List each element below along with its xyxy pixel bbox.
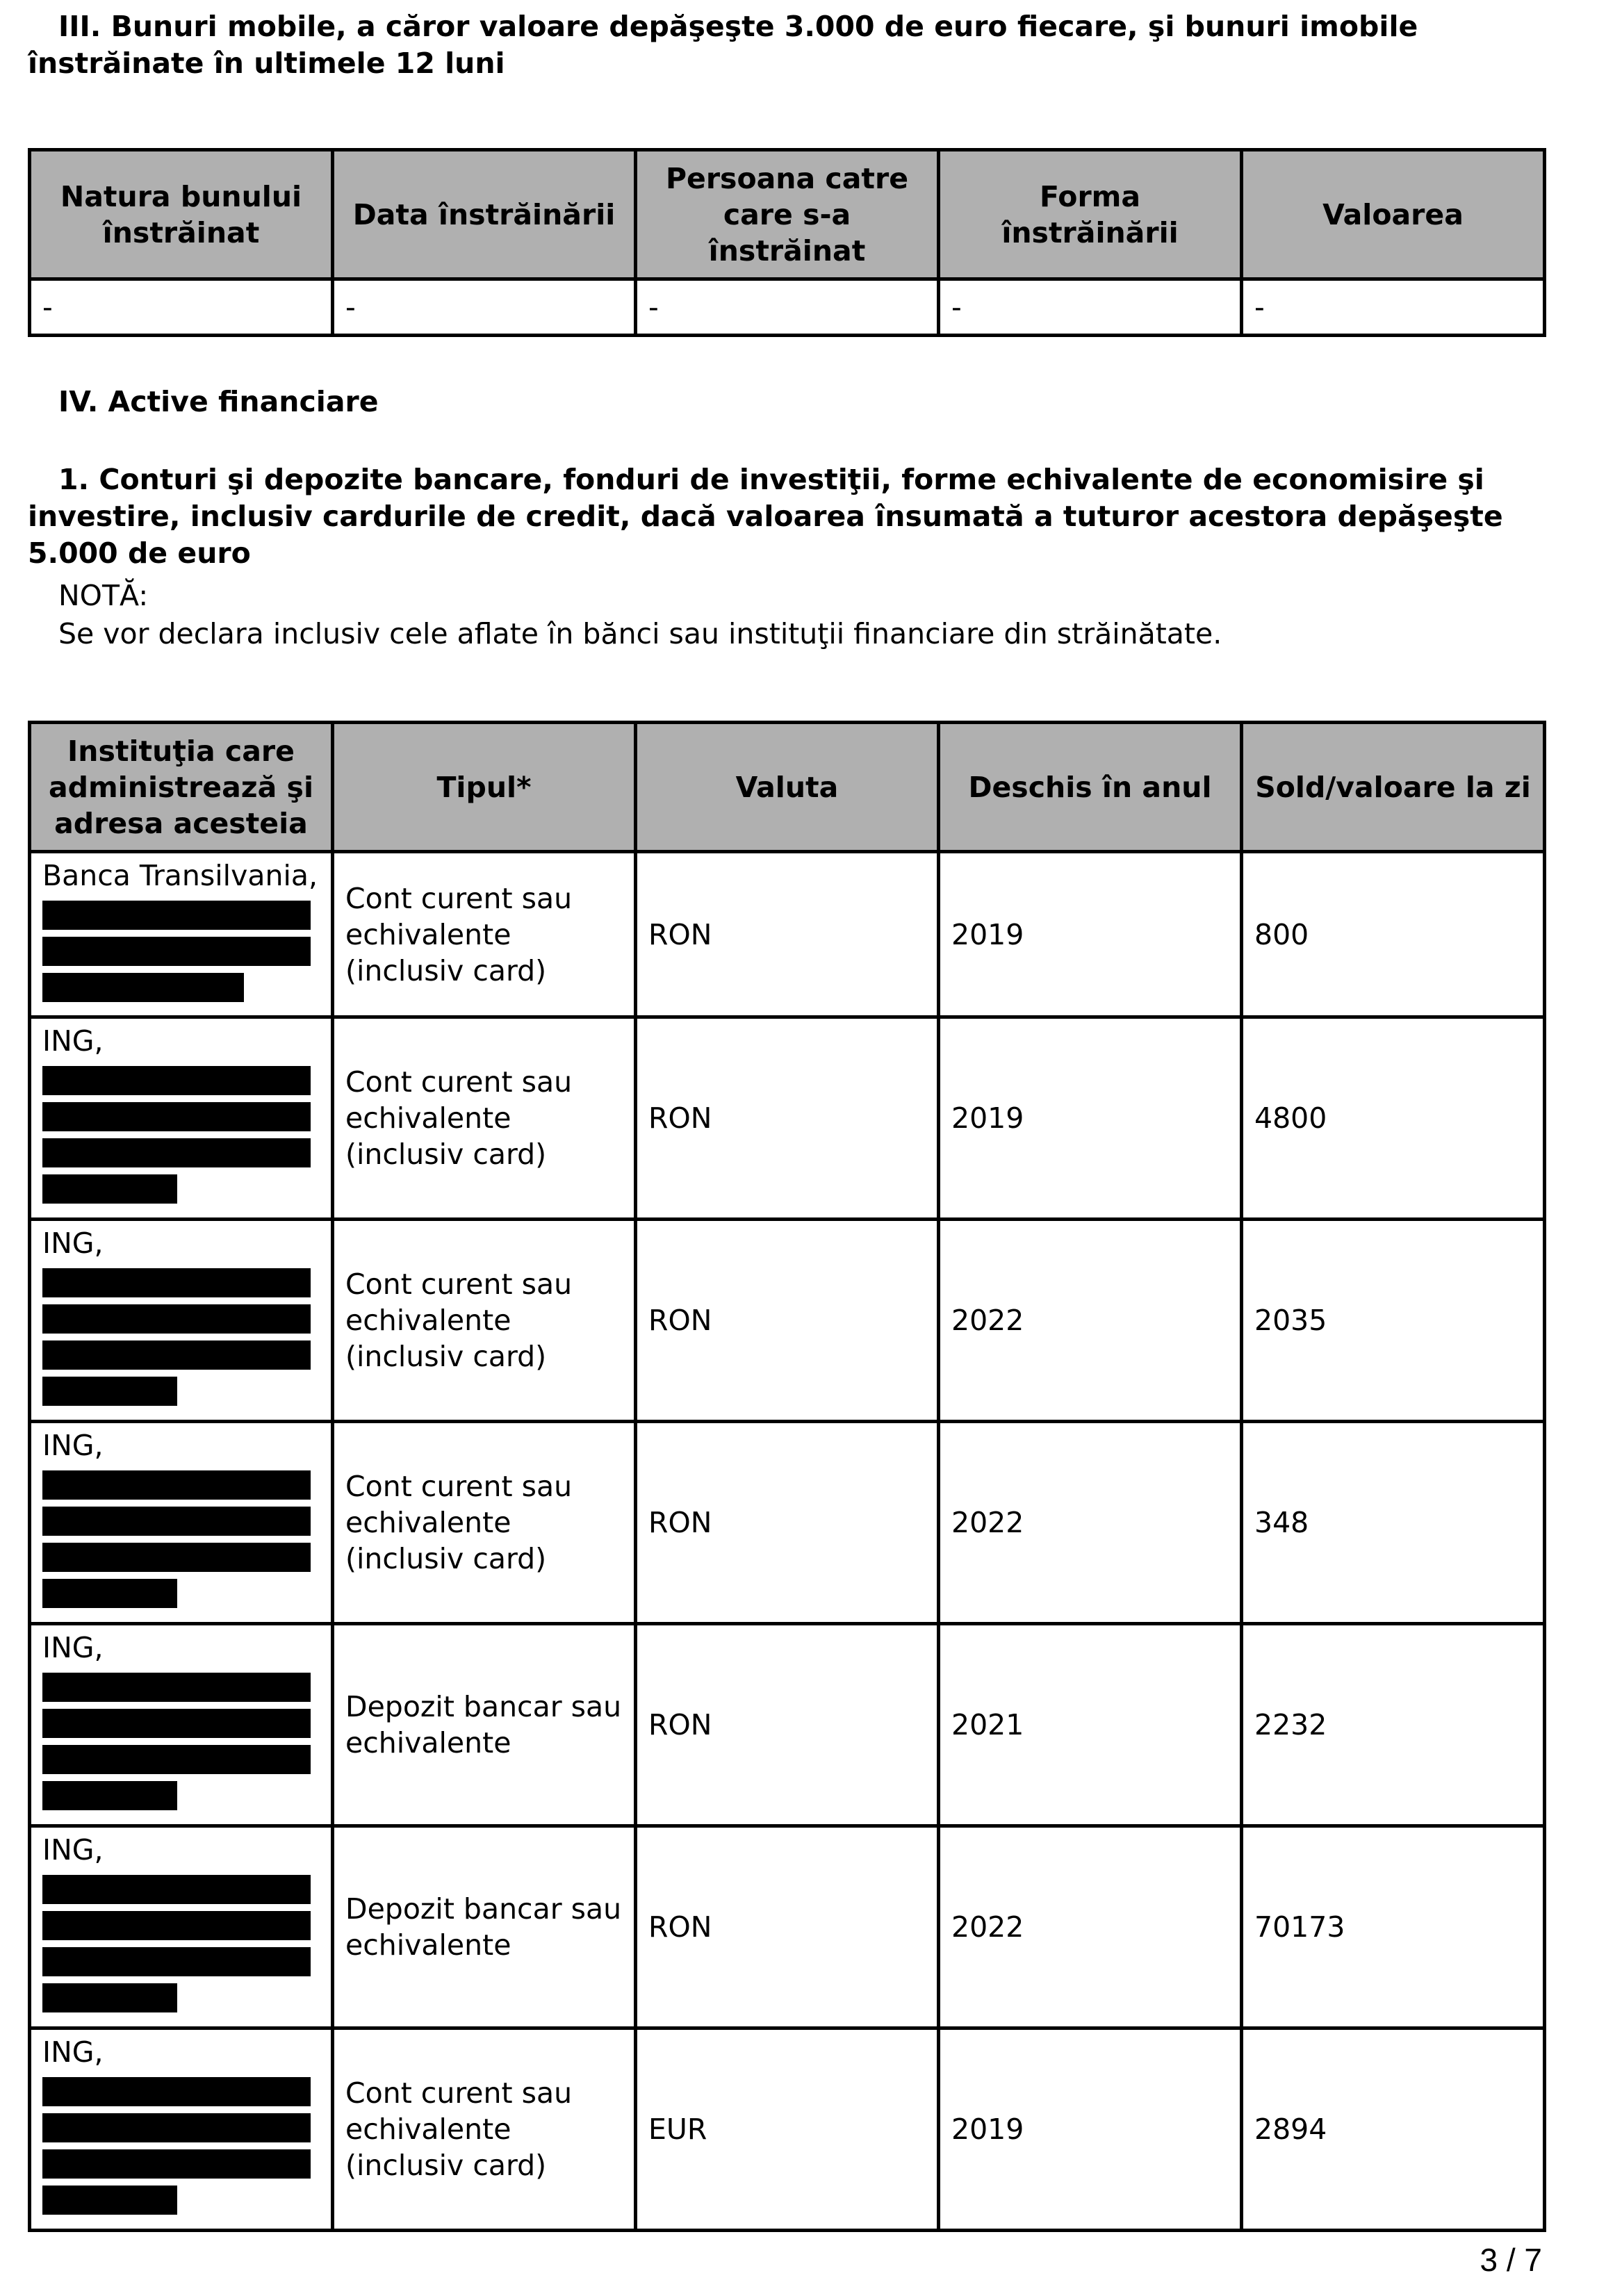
table-cell: - xyxy=(939,279,1242,336)
column-header: Tipul* xyxy=(333,723,636,852)
currency-cell: RON xyxy=(636,1624,939,1826)
currency-cell: EUR xyxy=(636,2028,939,2231)
balance-cell: 2894 xyxy=(1242,2028,1545,2231)
note-label: NOTĂ: xyxy=(58,579,149,612)
balance-cell: 70173 xyxy=(1242,1826,1545,2028)
redacted-block xyxy=(42,1138,311,1167)
bank-accounts-table xyxy=(28,721,1546,2232)
account-type-cell: Cont curent sau echivalente (inclusiv card) xyxy=(333,1220,636,1422)
institution-name: ING, xyxy=(42,2035,104,2069)
institution-name: Banca Transilvania, xyxy=(42,859,318,892)
column-header: Natura bunului înstrăinat xyxy=(30,150,333,279)
column-header: Forma înstrăinării xyxy=(939,150,1242,279)
table-header-row xyxy=(30,723,1545,852)
redacted-block xyxy=(42,1781,177,1810)
table-cell: - xyxy=(30,279,333,336)
redacted-block xyxy=(42,973,244,1002)
column-header: Valuta xyxy=(636,723,939,852)
table-row xyxy=(30,1220,1545,1422)
redacted-block xyxy=(42,1066,311,1095)
institution-cell xyxy=(30,1017,333,1220)
redacted-block xyxy=(42,1304,311,1334)
section-title-financial-assets: IV. Active financiare xyxy=(58,385,379,418)
redacted-block xyxy=(42,1875,311,1904)
account-type-cell: Cont curent sau echivalente (inclusiv card) xyxy=(333,852,636,1017)
account-type-cell: Cont curent sau echivalente (inclusiv card) xyxy=(333,1017,636,1220)
note-text: Se vor declara inclusiv cele aflate în bănci sau instituţii financiare din străinătate. xyxy=(58,617,1222,650)
redacted-block xyxy=(42,1947,311,1976)
column-header: Sold/valoare la zi xyxy=(1242,723,1545,852)
currency-cell: RON xyxy=(636,1422,939,1624)
redacted-block xyxy=(42,1745,311,1774)
redacted-block xyxy=(42,1507,311,1536)
institution-cell xyxy=(30,852,333,1017)
redacted-block xyxy=(42,1983,177,2012)
year-cell: 2022 xyxy=(939,1220,1242,1422)
redacted-block xyxy=(42,1911,311,1940)
redacted-block xyxy=(42,1543,311,1572)
section-title-movable-assets: III. Bunuri mobile, a căror valoare depăşeşte 3.000 de euro fiecare, şi bunuri imobile înstrăinate în ultimele 12 luni xyxy=(28,10,1418,80)
institution-name: ING, xyxy=(42,1429,104,1462)
redacted-block xyxy=(42,1377,177,1406)
table-row xyxy=(30,279,1545,336)
table-row xyxy=(30,1422,1545,1624)
currency-cell: RON xyxy=(636,852,939,1017)
table-row xyxy=(30,1017,1545,1220)
table-row xyxy=(30,2028,1545,2231)
institution-cell xyxy=(30,1220,333,1422)
balance-cell: 2035 xyxy=(1242,1220,1545,1422)
column-header: Persoana catre care s-a înstrăinat xyxy=(636,150,939,279)
year-cell: 2019 xyxy=(939,2028,1242,2231)
redacted-block xyxy=(42,1174,177,1204)
column-header: Valoarea xyxy=(1242,150,1545,279)
column-header: Deschis în anul xyxy=(939,723,1242,852)
redacted-block xyxy=(42,1579,177,1608)
institution-cell xyxy=(30,1422,333,1624)
balance-cell: 348 xyxy=(1242,1422,1545,1624)
alienated-assets-table xyxy=(28,148,1546,337)
table-header-row xyxy=(30,150,1545,279)
redacted-block xyxy=(42,1268,311,1297)
column-header: Instituţia care administrează şi adresa acesteia xyxy=(30,723,333,852)
balance-cell: 4800 xyxy=(1242,1017,1545,1220)
year-cell: 2022 xyxy=(939,1422,1242,1624)
redacted-block xyxy=(42,2077,311,2106)
redacted-block xyxy=(42,1340,311,1370)
institution-name: ING, xyxy=(42,1227,104,1260)
institution-name: ING, xyxy=(42,1833,104,1867)
currency-cell: RON xyxy=(636,1826,939,2028)
redacted-block xyxy=(42,1673,311,1702)
redacted-block xyxy=(42,1102,311,1131)
redacted-block xyxy=(42,937,311,966)
institution-cell xyxy=(30,2028,333,2231)
table-row xyxy=(30,1624,1545,1826)
year-cell: 2022 xyxy=(939,1826,1242,2028)
account-type-cell: Cont curent sau echivalente (inclusiv card) xyxy=(333,2028,636,2231)
table-row xyxy=(30,1826,1545,2028)
redacted-block xyxy=(42,2149,311,2179)
redacted-block xyxy=(42,2113,311,2142)
account-type-cell: Cont curent sau echivalente (inclusiv card) xyxy=(333,1422,636,1624)
redacted-block xyxy=(42,1709,311,1738)
year-cell: 2019 xyxy=(939,1017,1242,1220)
institution-cell xyxy=(30,1624,333,1826)
subsection-title-bank-accounts: 1. Conturi şi depozite bancare, fonduri de investiţii, forme echivalente de economisire şi investire, inclusiv cardurile de credit, dacă valoarea însumată a tuturor acestora depăşeşte 5.000 de euro xyxy=(28,463,1503,570)
account-type-cell: Depozit bancar sau echivalente xyxy=(333,1624,636,1826)
redacted-block xyxy=(42,901,311,930)
redacted-block xyxy=(42,1470,311,1500)
table-cell: - xyxy=(1242,279,1545,336)
column-header: Data înstrăinării xyxy=(333,150,636,279)
balance-cell: 800 xyxy=(1242,852,1545,1017)
currency-cell: RON xyxy=(636,1017,939,1220)
year-cell: 2021 xyxy=(939,1624,1242,1826)
year-cell: 2019 xyxy=(939,852,1242,1017)
table-cell: - xyxy=(333,279,636,336)
redacted-block xyxy=(42,2186,177,2215)
table-row xyxy=(30,852,1545,1017)
balance-cell: 2232 xyxy=(1242,1624,1545,1826)
institution-name: ING, xyxy=(42,1024,104,1058)
institution-cell xyxy=(30,1826,333,2028)
account-type-cell: Depozit bancar sau echivalente xyxy=(333,1826,636,2028)
table-cell: - xyxy=(636,279,939,336)
page-number: 3 / 7 xyxy=(1480,2242,1542,2278)
institution-name: ING, xyxy=(42,1631,104,1664)
currency-cell: RON xyxy=(636,1220,939,1422)
